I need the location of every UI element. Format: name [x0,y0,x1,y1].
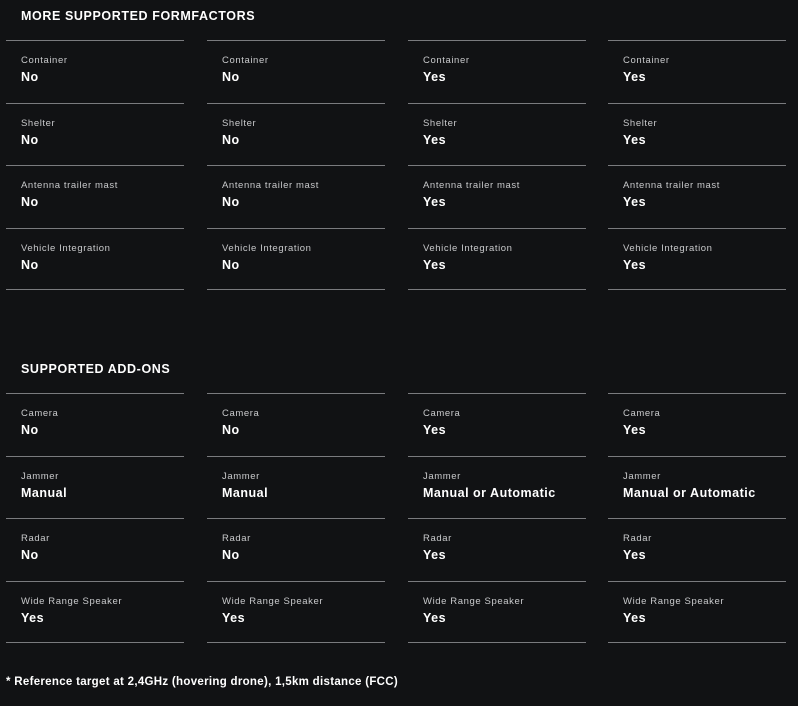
spec-label: Jammer [222,470,260,482]
spec-label: Jammer [423,470,461,482]
formfactors-title: MORE SUPPORTED FORMFACTORS [21,9,256,23]
spec-cell-container [6,40,184,103]
spec-cell-vehicle-integration [207,228,385,291]
spec-label: Vehicle Integration [623,242,713,254]
spec-label: Camera [21,408,59,419]
spec-label: Radar [423,533,452,544]
spec-cell-jammer [408,456,586,519]
spec-cell-radar [207,518,385,581]
addons-column-1 [6,393,184,643]
spec-value: Yes [623,423,647,437]
spec-label: Container [222,55,269,66]
spec-value: Manual or Automatic [423,485,556,500]
spec-value: Yes [423,70,447,84]
spec-label: Shelter [222,117,257,129]
spec-cell-jammer [6,456,184,519]
spec-cell-vehicle-integration [608,228,786,291]
spec-label: Antenna trailer mast [423,180,521,191]
spec-cell-wide-range-speaker [207,581,385,644]
spec-value: Yes [423,610,447,625]
spec-cell-shelter [408,103,586,166]
formfactors-column-3 [408,40,586,290]
spec-value: No [222,548,240,562]
spec-label: Radar [222,533,251,544]
spec-value: Yes [222,610,246,625]
spec-label: Jammer [21,470,59,482]
spec-value: Yes [423,132,447,147]
spec-value: Yes [623,548,647,562]
spec-value: Yes [623,257,647,272]
formfactors-column-2 [207,40,385,290]
spec-cell-camera [408,393,586,456]
spec-value: No [21,195,39,209]
spec-value: Manual or Automatic [623,485,756,500]
spec-value: Yes [623,70,647,84]
spec-label: Antenna trailer mast [21,180,119,191]
spec-value: No [222,423,240,437]
spec-label: Wide Range Speaker [21,595,123,607]
spec-label: Radar [623,533,652,544]
spec-value: Manual [21,485,68,500]
spec-value: Yes [423,195,447,209]
spec-value: No [21,548,39,562]
spec-cell-container [207,40,385,103]
spec-value: Yes [423,423,447,437]
spec-value: No [21,132,39,147]
spec-label: Jammer [623,470,661,482]
spec-cell-camera [207,393,385,456]
spec-label: Camera [222,408,260,419]
spec-label: Wide Range Speaker [222,595,324,607]
addons-column-2 [207,393,385,643]
spec-label: Container [423,55,470,66]
spec-cell-jammer [207,456,385,519]
spec-label: Container [21,55,68,66]
spec-label: Vehicle Integration [21,242,111,254]
spec-value: Yes [623,195,647,209]
spec-value: Manual [222,485,269,500]
spec-cell-antenna-trailer-mast [6,165,184,228]
spec-cell-wide-range-speaker [6,581,184,644]
spec-value: No [222,257,240,272]
spec-value: Yes [623,610,647,625]
formfactors-column-4 [608,40,786,290]
spec-cell-antenna-trailer-mast [608,165,786,228]
spec-cell-radar [608,518,786,581]
spec-value: No [222,132,240,147]
spec-value: No [21,423,39,437]
spec-cell-radar [408,518,586,581]
addons-column-4 [608,393,786,643]
spec-label: Camera [623,408,661,419]
spec-cell-container [608,40,786,103]
spec-value: No [222,70,240,84]
spec-label: Camera [423,408,461,419]
spec-value: No [21,70,39,84]
spec-cell-wide-range-speaker [408,581,586,644]
spec-label: Vehicle Integration [423,242,513,254]
spec-label: Shelter [21,117,56,129]
spec-label: Shelter [423,117,458,129]
spec-label: Container [623,55,670,66]
spec-value: Yes [21,610,45,625]
spec-cell-antenna-trailer-mast [408,165,586,228]
addons-title: SUPPORTED ADD-ONS [21,362,171,376]
formfactors-column-1 [6,40,184,290]
addons-column-3 [408,393,586,643]
spec-cell-wide-range-speaker [608,581,786,644]
spec-cell-radar [6,518,184,581]
spec-value: Yes [423,548,447,562]
spec-label: Shelter [623,117,658,129]
spec-label: Antenna trailer mast [222,180,320,191]
spec-cell-shelter [207,103,385,166]
spec-cell-antenna-trailer-mast [207,165,385,228]
spec-cell-container [408,40,586,103]
spec-label: Wide Range Speaker [623,595,725,607]
spec-value: Yes [423,257,447,272]
spec-cell-shelter [608,103,786,166]
spec-cell-vehicle-integration [6,228,184,291]
spec-label: Vehicle Integration [222,242,312,254]
spec-label: Antenna trailer mast [623,180,721,191]
spec-value: Yes [623,132,647,147]
spec-cell-shelter [6,103,184,166]
spec-cell-camera [6,393,184,456]
spec-value: No [21,257,39,272]
spec-label: Radar [21,533,50,544]
reference-footnote: * Reference target at 2,4GHz (hovering drone), 1,5km distance (FCC) [6,676,399,688]
spec-label: Wide Range Speaker [423,595,525,607]
spec-value: No [222,195,240,209]
spec-cell-camera [608,393,786,456]
spec-cell-vehicle-integration [408,228,586,291]
spec-cell-jammer [608,456,786,519]
